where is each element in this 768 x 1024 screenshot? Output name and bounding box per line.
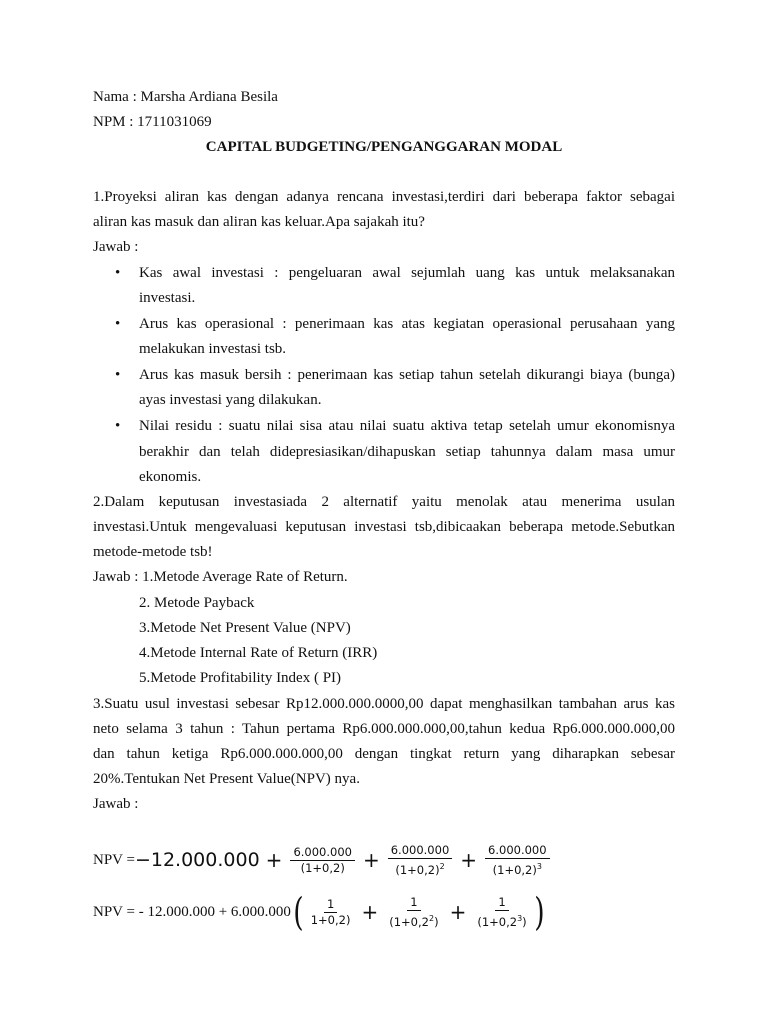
plus-sign: + [265, 848, 283, 873]
formula-2-label: NPV = - 12.000.000 + 6.000.000 [93, 903, 291, 920]
plus-sign: + [449, 900, 467, 924]
q2-line-1: 2.Dalam keputusan investasiada 2 alternatif yaitu menolak atau menerima usulan [93, 494, 675, 510]
q1-bullet-1-line-2: investasi. [139, 290, 196, 306]
student-npm: NPM : 1711031069 [93, 114, 212, 130]
plus-sign: + [361, 900, 379, 924]
plus-sign: + [362, 848, 380, 873]
npv-formula-2 [93, 890, 546, 934]
bullet-icon: • [115, 418, 121, 434]
document-title: CAPITAL BUDGETING/PENGANGGARAN MODAL [205, 139, 563, 155]
q1-answer-label: Jawab : [93, 239, 139, 255]
fraction-year-2: $\frac{6.000.000}{(1+0,2)^2}$ [388, 843, 453, 878]
bullet-icon: • [115, 265, 121, 281]
right-paren: ) [533, 890, 545, 934]
q2-answer-label: Jawab : 1.Metode Average Rate of Return. [93, 569, 348, 585]
fraction-year-3: $\frac{6.000.000}{(1+0,2)^3}$ [485, 843, 550, 878]
q1-line-1: 1.Proyeksi aliran kas dengan adanya rencana investasi,terdiri dari beberapa faktor sebagai [93, 189, 675, 205]
q1-bullet-4-line-3: ekonomis. [139, 469, 202, 485]
left-paren: ( [293, 890, 304, 934]
student-name: Nama : Marsha Ardiana Besila [93, 89, 278, 105]
bullet-icon: • [115, 367, 121, 383]
q1-bullet-3-line-2: ayas investasi yang dilakukan. [139, 392, 322, 408]
q1-bullet-4-line-2: berakhir dan telah didepresiasikan/dihapuskan setiap tahunnya dalam masa umur [139, 444, 675, 460]
q2-method-5: 5.Metode Profitability Index ( PI) [139, 670, 342, 686]
q2-line-3: metode-metode tsb! [93, 544, 213, 560]
q2-method-2: 2. Metode Payback [139, 595, 255, 611]
q1-bullet-2-line-2: melakukan investasi tsb. [139, 341, 287, 357]
plus-sign: + [460, 848, 478, 873]
q3-line-3: dan tahun ketiga Rp6.000.000.000,00 dengan tingkat return yang diharapkan sebesar [93, 746, 675, 762]
q1-bullet-4-line-1: Nilai residu : suatu nilai sisa atau nilai suatu aktiva tetap setelah umur ekonomisnya [139, 418, 675, 434]
discount-factor-1: $\frac{1}{1+0,2)}$ [310, 896, 351, 927]
q1-line-2: aliran kas masuk dan aliran kas keluar.Apa sajakah itu? [93, 214, 425, 230]
q2-method-3: 3.Metode Net Present Value (NPV) [139, 620, 351, 636]
q1-bullet-2-line-1: Arus kas operasional : penerimaan kas atas kegiatan operasional perusahaan yang [139, 316, 675, 332]
q3-line-4: 20%.Tentukan Net Present Value(NPV) nya. [93, 771, 360, 787]
bullet-icon: • [115, 316, 121, 332]
discount-factor-2: $\frac{1}{(1+0,2^2)}$ [389, 894, 439, 929]
q2-method-4: 4.Metode Internal Rate of Return (IRR) [139, 645, 378, 661]
q1-bullet-3-line-1: Arus kas masuk bersih : penerimaan kas setiap tahun setelah dikurangi biaya (bunga) [139, 367, 675, 383]
formula-1-label: NPV = [93, 851, 135, 868]
q3-line-2: neto selama 3 tahun : Tahun pertama Rp6.000.000.000,00,tahun kedua Rp6.000.000.000,00 [93, 721, 675, 737]
q1-bullet-1-line-1: Kas awal investasi : pengeluaran awal sejumlah uang kas untuk melaksanakan [139, 265, 675, 281]
q2-line-2: investasi.Untuk mengevaluasi keputusan investasi tsb,dibicaakan beberapa metode.Sebutkan [93, 519, 675, 535]
npv-formula-1 [93, 843, 552, 878]
q3-answer-label: Jawab : [93, 796, 139, 812]
discount-factor-3: $\frac{1}{(1+0,2^3)}$ [477, 894, 527, 929]
initial-investment: −12.000.000 [134, 849, 260, 872]
q3-line-1: 3.Suatu usul investasi sebesar Rp12.000.000.0000,00 dapat menghasilkan tambahan arus kas [93, 696, 675, 712]
fraction-year-1: $\frac{6.000.000}{(1+0,2)}$ [290, 845, 355, 876]
